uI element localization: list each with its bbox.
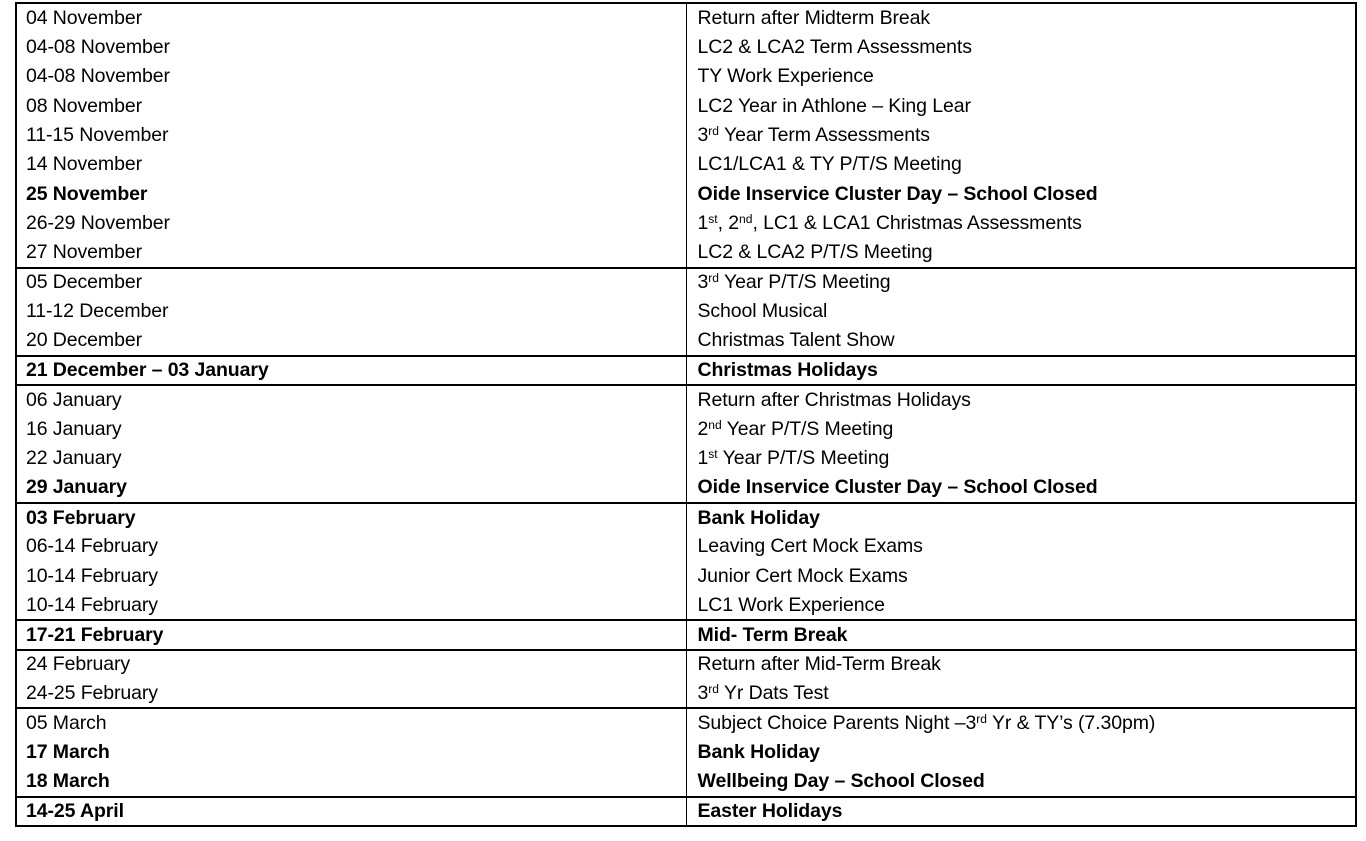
table-row — [16, 679, 1356, 708]
calendar-event-cell: 3rd Year P/T/S Meeting — [686, 268, 1356, 297]
calendar-date-cell: 05 March — [16, 708, 686, 737]
calendar-date-cell: 29 January — [16, 473, 686, 502]
calendar-event-cell: Bank Holiday — [686, 738, 1356, 767]
table-row — [16, 297, 1356, 326]
calendar-event-cell: Oide Inservice Cluster Day – School Closed — [686, 473, 1356, 502]
calendar-date-cell: 11-15 November — [16, 121, 686, 150]
calendar-date-cell: 04-08 November — [16, 32, 686, 61]
calendar-event-cell: LC1 Work Experience — [686, 591, 1356, 620]
calendar-event-cell: Return after Midterm Break — [686, 3, 1356, 32]
table-row — [16, 738, 1356, 767]
calendar-event-cell: Oide Inservice Cluster Day – School Closed — [686, 179, 1356, 208]
calendar-date-cell: 04-08 November — [16, 62, 686, 91]
calendar-event-cell: LC1/LCA1 & TY P/T/S Meeting — [686, 150, 1356, 179]
table-row — [16, 650, 1356, 679]
calendar-date-cell: 03 February — [16, 503, 686, 532]
calendar-event-cell: School Musical — [686, 297, 1356, 326]
table-row — [16, 356, 1356, 385]
calendar-group-december — [16, 268, 1356, 356]
calendar-group-february — [16, 503, 1356, 621]
table-row — [16, 3, 1356, 32]
table-row — [16, 767, 1356, 796]
calendar-date-cell: 27 November — [16, 238, 686, 267]
calendar-date-cell: 24-25 February — [16, 679, 686, 708]
calendar-event-cell: 1st, 2nd, LC1 & LCA1 Christmas Assessments — [686, 209, 1356, 238]
table-row — [16, 62, 1356, 91]
calendar-event-cell: Return after Mid-Term Break — [686, 650, 1356, 679]
table-row — [16, 91, 1356, 120]
calendar-date-cell: 10-14 February — [16, 591, 686, 620]
calendar-date-cell: 14-25 April — [16, 797, 686, 826]
calendar-group-march — [16, 708, 1356, 796]
calendar-event-cell: TY Work Experience — [686, 62, 1356, 91]
calendar-date-cell: 06-14 February — [16, 532, 686, 561]
school-calendar-table — [15, 2, 1357, 827]
calendar-date-cell: 18 March — [16, 767, 686, 796]
table-row — [16, 444, 1356, 473]
calendar-event-cell: Leaving Cert Mock Exams — [686, 532, 1356, 561]
table-row — [16, 620, 1356, 649]
calendar-date-cell: 04 November — [16, 3, 686, 32]
table-row — [16, 797, 1356, 826]
calendar-event-cell: Bank Holiday — [686, 503, 1356, 532]
calendar-date-cell: 16 January — [16, 414, 686, 443]
calendar-event-cell: 2nd Year P/T/S Meeting — [686, 414, 1356, 443]
calendar-event-cell: Wellbeing Day – School Closed — [686, 767, 1356, 796]
calendar-date-cell: 10-14 February — [16, 561, 686, 590]
calendar-event-cell: Easter Holidays — [686, 797, 1356, 826]
calendar-event-cell: Junior Cert Mock Exams — [686, 561, 1356, 590]
table-row — [16, 326, 1356, 355]
calendar-group-november — [16, 3, 1356, 268]
calendar-date-cell: 17 March — [16, 738, 686, 767]
calendar-event-cell: 3rd Yr Dats Test — [686, 679, 1356, 708]
calendar-event-cell: 1st Year P/T/S Meeting — [686, 444, 1356, 473]
table-row — [16, 473, 1356, 502]
calendar-event-cell: LC2 & LCA2 Term Assessments — [686, 32, 1356, 61]
calendar-event-cell: LC2 & LCA2 P/T/S Meeting — [686, 238, 1356, 267]
calendar-date-cell: 25 November — [16, 179, 686, 208]
table-row — [16, 179, 1356, 208]
table-row — [16, 121, 1356, 150]
calendar-event-cell: Subject Choice Parents Night –3rd Yr & TY’s (7.30pm) — [686, 708, 1356, 737]
calendar-group-mid-term-break — [16, 620, 1356, 649]
calendar-event-cell: Return after Christmas Holidays — [686, 385, 1356, 414]
table-row — [16, 209, 1356, 238]
table-row — [16, 414, 1356, 443]
table-row — [16, 708, 1356, 737]
calendar-date-cell: 06 January — [16, 385, 686, 414]
calendar-event-cell: Christmas Holidays — [686, 356, 1356, 385]
calendar-date-cell: 22 January — [16, 444, 686, 473]
calendar-date-cell: 26-29 November — [16, 209, 686, 238]
table-row — [16, 532, 1356, 561]
calendar-group-january — [16, 385, 1356, 503]
calendar-event-cell: LC2 Year in Athlone – King Lear — [686, 91, 1356, 120]
calendar-event-cell: Christmas Talent Show — [686, 326, 1356, 355]
calendar-group-late-february — [16, 650, 1356, 709]
table-row — [16, 591, 1356, 620]
calendar-date-cell: 20 December — [16, 326, 686, 355]
calendar-event-cell: Mid- Term Break — [686, 620, 1356, 649]
table-row — [16, 238, 1356, 267]
calendar-group-easter-holidays — [16, 797, 1356, 826]
calendar-date-cell: 05 December — [16, 268, 686, 297]
table-row — [16, 503, 1356, 532]
table-row — [16, 32, 1356, 61]
table-row — [16, 385, 1356, 414]
calendar-group-christmas-holidays — [16, 356, 1356, 385]
table-row — [16, 150, 1356, 179]
calendar-date-cell: 08 November — [16, 91, 686, 120]
calendar-date-cell: 14 November — [16, 150, 686, 179]
calendar-date-cell: 11-12 December — [16, 297, 686, 326]
calendar-date-cell: 24 February — [16, 650, 686, 679]
calendar-date-cell: 21 December – 03 January — [16, 356, 686, 385]
calendar-event-cell: 3rd Year Term Assessments — [686, 121, 1356, 150]
table-row — [16, 561, 1356, 590]
table-row — [16, 268, 1356, 297]
calendar-date-cell: 17-21 February — [16, 620, 686, 649]
